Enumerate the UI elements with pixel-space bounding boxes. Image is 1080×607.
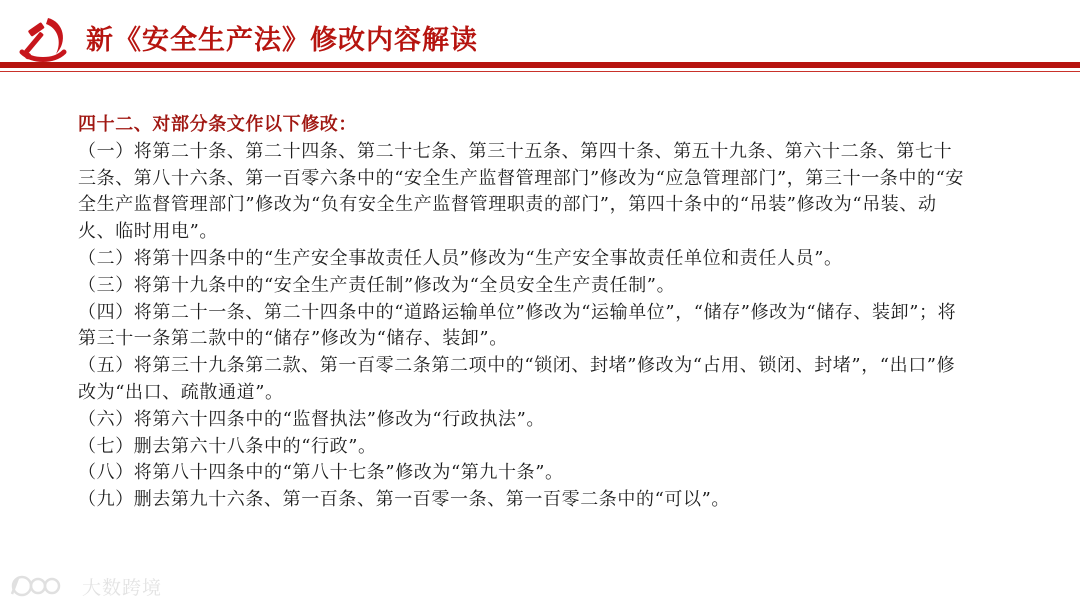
list-item: （六）将第六十四条中的“监督执法”修改为“行政执法”。 <box>78 408 546 430</box>
list-item: （二）将第十四条中的“生产安全事故责任人员”修改为“生产安全事故责任单位和责任人员”。 <box>78 247 843 269</box>
watermark-logo-icon <box>10 574 76 598</box>
list-item: （五）将第三十九条第二款、第一百零二条第二项中的“锁闭、封堵”修改为“占用、锁闭、封堵”，“出口”修改为“出口、疏散通道”。 <box>78 355 956 403</box>
list-item: （七）删去第六十八条中的“行政”。 <box>78 435 377 457</box>
section-heading: 四十二、对部分条文作以下修改： <box>78 114 357 135</box>
list-item: （四）将第二十一条、第二十四条中的“道路运输单位”修改为“运输单位”，“储存”修改为“储存、装卸”；将第三十一条第二款中的“储存”修改为“储存、装卸”。 <box>78 301 957 350</box>
list-item: （三）将第十九条中的“安全生产责任制”修改为“全员安全生产责任制”。 <box>78 274 676 296</box>
watermark <box>10 573 162 599</box>
title-divider <box>0 62 1080 68</box>
title-divider-thin <box>0 71 1080 72</box>
list-item: （九）删去第九十六条、第一百条、第一百零一条、第一百零二条中的“可以”。 <box>78 489 731 511</box>
watermark-text: 大数跨境 <box>82 576 163 599</box>
slide-header <box>0 0 1080 80</box>
page-title: 新《安全生产法》修改内容解读 <box>86 25 478 56</box>
list-item: （一）将第二十条、第二十四条、第二十七条、第三十五条、第四十条、第五十九条、第六十二条、第七十三条、第八十六条、第一百零六条中的“安全生产监督管理部门”修改为“应急管理部门”，第三十一条中的“安全生产监督管理部门”修改为“负有安全生产监督管理职责的部门”，第四十条中的“吊装”修改为“吊装、动火、临时用电”。 <box>78 140 965 243</box>
party-emblem-icon <box>18 12 70 64</box>
slide-body <box>78 112 968 514</box>
list-item: （八）将第八十四条中的“第八十七条”修改为“第九十条”。 <box>78 462 564 484</box>
